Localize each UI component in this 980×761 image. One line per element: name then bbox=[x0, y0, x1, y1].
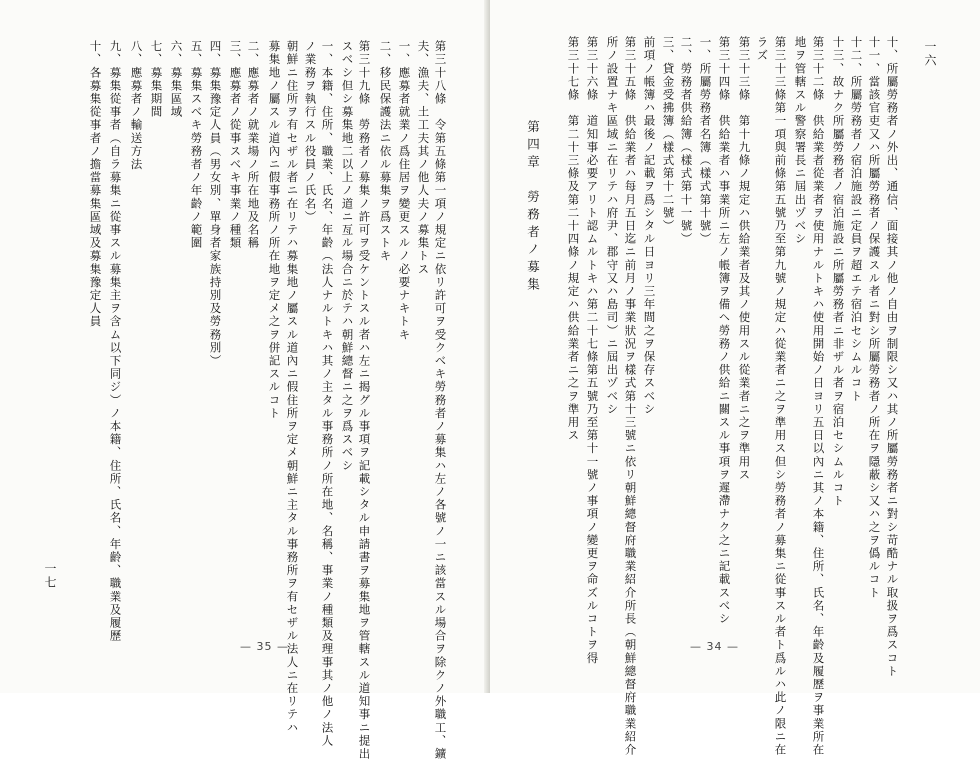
left-line-14: 五、募集スベキ勞務者ノ年齡ノ範圍 bbox=[189, 40, 204, 250]
left-line-8: ノ業務ヲ執行スル役員ノ氏名） bbox=[303, 40, 318, 224]
right-line-11: 一、所屬勞務者名簿（樣式第十號） bbox=[698, 36, 713, 246]
right-line-18: 第三十七條 第二十三條及第二十四條ノ規定ハ供給業者ニ之ヲ準用ス bbox=[566, 36, 581, 443]
left-line-19: 十、各募集從事者ノ擔當募集區域及募集豫定人員 bbox=[88, 40, 103, 329]
right-line-10: 第三十四條 供給業者ハ事業所ニ左ノ帳簿ヲ備ヘ勞務ノ供給ニ關スル事項ヲ遲滯ナク之ニ記載スベシ bbox=[717, 36, 732, 626]
left-line-9: 朝鮮ニ住所ヲ有セザル者ニ在リテハ募集地ノ屬スル道內ニ假住所ヲ定メ朝鮮ニ主タル事務所ヲ有セザル法人ニ在リテハ bbox=[285, 40, 300, 735]
right-line-14: 前項ノ帳簿ハ最後ノ記載ヲ爲シタル日ヨリ三年間之ヲ保存スベシ bbox=[642, 36, 657, 416]
left-line-4: 二、移民保護法ニ依ル募集ヲ爲ストキ bbox=[378, 40, 393, 263]
right-line-3: 十二、所屬勞務者ノ宿泊施設ニ定員ヲ超エテ宿泊セシムルコト bbox=[849, 36, 864, 403]
right-line-2: 十一、當該官吏又ハ所屬勞務者ノ保護スル者ニ對シ所屬勞務者ノ所在ヲ隱蔽シ又ハ之ヲ僞ルコト bbox=[867, 36, 882, 600]
left-line-11: 二、應募者ノ就業場ノ所在地及名稱 bbox=[246, 40, 261, 250]
right-line-13: 三、貸金受拂簿（樣式第十二號） bbox=[661, 36, 676, 233]
chapter-heading: 第四章 勞務者ノ募集 bbox=[525, 120, 541, 295]
right-line-17: 第三十六條 道知事必要アリト認ムルトキハ第二十七條第五號乃至第十一號ノ事項ノ變更ヲ命ズルコトヲ得 bbox=[585, 36, 600, 665]
right-line-6: 地ヲ管轄スル警察署長ニ屆出ヅベシ bbox=[793, 36, 808, 246]
left-page-number: 一七 bbox=[43, 562, 57, 590]
left-line-17: 八、應募者ノ輸送方法 bbox=[129, 40, 144, 171]
right-line-8: ラズ bbox=[755, 36, 770, 63]
right-line-16: 所ノ設置ナキ區域ニ在リテハ府尹、郡守又ハ島司）ニ屆出ヅベシ bbox=[605, 36, 620, 416]
right-page bbox=[490, 0, 980, 757]
left-line-15: 六、募集區域 bbox=[169, 40, 184, 119]
right-line-9: 第三十三條 第十九條ノ規定ハ供給業者及其ノ使用スル從業者ニ之ヲ準用ス bbox=[737, 36, 752, 482]
right-line-5: 第三十二條 供給業者從業者ヲ使用ナルトキハ使用開始ノ日ヨリ五日以內ニ其ノ本籍、住所、氏名、年齡及履歷ヲ事業所在 bbox=[811, 36, 826, 757]
left-folio: — 35 — bbox=[240, 640, 289, 653]
right-line-12: 二、勞務者供給簿（樣式第十一號） bbox=[679, 36, 694, 246]
left-line-2: 夫、漁夫、土工夫其ノ他人夫ノ募集トス bbox=[416, 40, 431, 276]
left-line-10: 募集地ノ屬スル道內ニ假事務所ノ所在地ヲ定メ之ヲ併記スルコト bbox=[267, 40, 282, 420]
left-line-18: 九、募集從事者（自ラ募集ニ從事スル募集主ヲ含ム以下同ジ）ノ本籍、住所、氏名、年齡、職業及履歷 bbox=[108, 40, 123, 643]
right-line-4: 十三、故ナク所屬勞務者ノ宿泊施設ニ所屬勞務者ニ非ザル者ヲ宿泊セシムルコト bbox=[831, 36, 846, 508]
left-line-1: 第三十八條 令第五條第一項ノ規定ニ依リ許可ヲ受クベキ勞務者ノ募集ハ左ノ各號ノ一ニ該當スル場合ヲ除クノ外職工、鑛 bbox=[433, 40, 448, 761]
left-line-13: 四、募集豫定人員（男女別、單身者家族持別及勞務別） bbox=[208, 40, 223, 368]
left-line-7: 一、本籍、住所、職業、氏名、年齡（法人ナルトキハ其ノ主タル事務所ノ所在地、名稱、事業ノ種類及理事其ノ他ノ法人 bbox=[320, 40, 335, 748]
right-line-7: 第三十三條第一項與前條第五號乃至第九號ノ規定ハ從業者ニ之ヲ準用ス但シ勞務者ノ募集ニ從事スル者ト爲ルハ此ノ限ニ在 bbox=[773, 36, 788, 757]
left-line-6: スベシ但シ募集地二以上ノ道ニ亙ル場合ニ於テハ朝鮮總督ニ之ヲ爲スベシ bbox=[340, 40, 355, 473]
left-line-16: 七、募集期間 bbox=[149, 40, 164, 119]
right-line-15: 第三十五條 供給業者ハ每月五日迄ニ前月ノ事業狀況ヲ樣式第十三號ニ依リ朝鮮總督府職業紹介所長（朝鮮總督府職業紹介 bbox=[623, 36, 638, 757]
left-line-12: 三、應募者ノ從事スベキ事業ノ種類 bbox=[228, 40, 243, 250]
left-line-3: 一、應募者就業ノ爲住居ヲ變更スルノ必要ナキトキ bbox=[397, 40, 412, 342]
right-page-number: 一六 bbox=[923, 40, 937, 68]
right-line-1: 十、所屬勞務者ノ外出、通信、面接其ノ他ノ自由ヲ制限シ又ハ其ノ所屬勞務者ニ對シ苛酷ナル取扱ヲ爲スコト bbox=[885, 36, 900, 678]
right-folio: — 34 — bbox=[690, 640, 739, 653]
left-line-5: 第三十九條 勞務者ノ募集ノ許可ヲ受ケントスル者ハ左ニ揭グル事項ヲ記載シタル申請書ヲ募集地ヲ管轄スル道知事ニ提出 bbox=[357, 40, 372, 761]
